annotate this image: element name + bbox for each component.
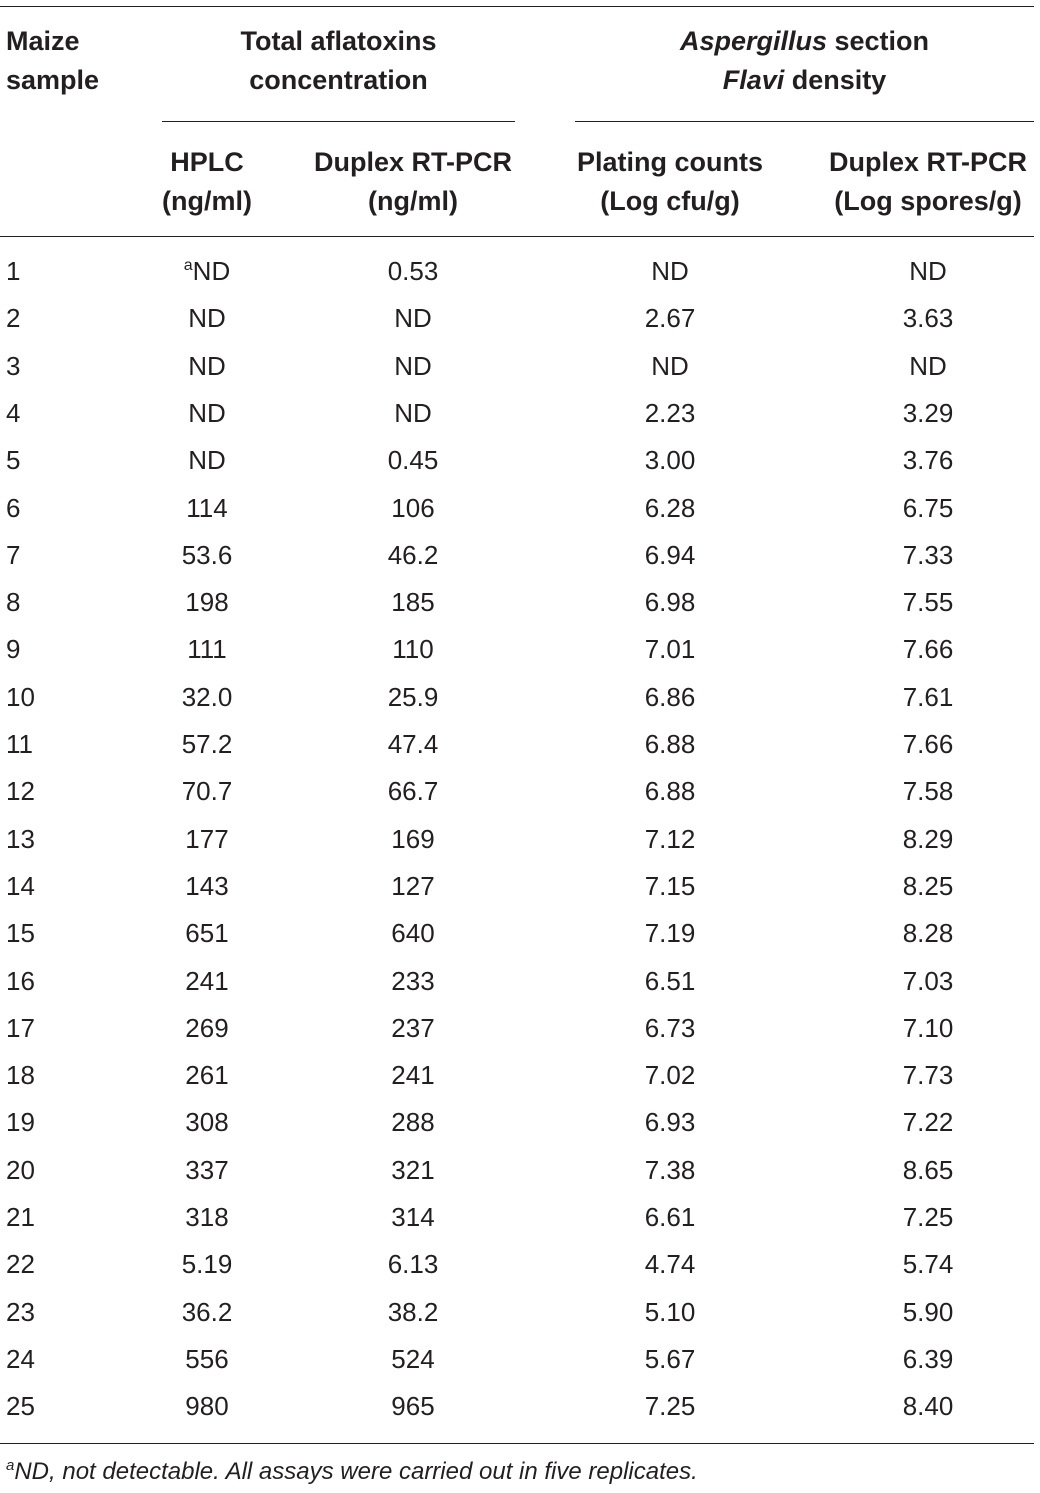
cell-duplex-ng: 46.2 xyxy=(387,540,439,570)
cell-hplc: 241 xyxy=(185,966,229,996)
cell-sample: 21 xyxy=(6,1202,35,1232)
cell-hplc: $^a$ND xyxy=(183,256,231,286)
cell-hplc: ND xyxy=(188,398,226,428)
cell-duplex-spores: 6.75 xyxy=(902,493,954,523)
cell-hplc: 111 xyxy=(187,634,227,664)
cell-duplex-spores: 7.66 xyxy=(902,729,954,759)
cell-duplex-ng: 6.13 xyxy=(387,1249,439,1279)
cell-plating: 7.15 xyxy=(644,871,696,901)
cell-plating: 6.51 xyxy=(644,966,696,996)
cell-duplex-spores: 7.25 xyxy=(902,1202,954,1232)
cell-plating: 6.94 xyxy=(644,540,696,570)
cell-plating: 6.88 xyxy=(644,776,696,806)
cell-duplex-spores: ND xyxy=(909,351,947,381)
cell-hplc: 308 xyxy=(185,1107,229,1137)
cell-duplex-ng: 47.4 xyxy=(387,729,439,759)
cell-hplc: ND xyxy=(188,303,226,333)
header-bottom-rule xyxy=(0,236,1034,237)
cell-hplc: 198 xyxy=(185,587,229,617)
cell-duplex-ng: 241 xyxy=(391,1060,435,1090)
cell-sample: 20 xyxy=(6,1155,35,1185)
cell-sample: 16 xyxy=(6,966,35,996)
cell-hplc: 32.0 xyxy=(181,682,233,712)
cell-hplc: 556 xyxy=(185,1344,229,1374)
cell-sample: 11 xyxy=(6,729,33,759)
cell-sample: 2 xyxy=(6,303,21,333)
cell-duplex-spores: 8.28 xyxy=(902,918,954,948)
cell-duplex-spores: ND xyxy=(909,256,947,286)
cell-hplc: 337 xyxy=(185,1155,229,1185)
cell-duplex-spores: 8.29 xyxy=(902,824,954,854)
aflatoxins-group-rule xyxy=(162,121,515,122)
cell-plating: ND xyxy=(651,351,689,381)
cell-sample: 5 xyxy=(6,445,21,475)
cell-duplex-spores: 3.76 xyxy=(902,445,954,475)
cell-plating: 2.23 xyxy=(644,398,696,428)
cell-duplex-ng: 965 xyxy=(391,1391,435,1421)
cell-duplex-ng: 0.53 xyxy=(387,256,439,286)
cell-duplex-spores: 8.25 xyxy=(902,871,954,901)
cell-duplex-ng: 321 xyxy=(391,1155,435,1185)
cell-sample: 10 xyxy=(6,682,35,712)
header-maize-sample: Maize sample xyxy=(6,26,100,95)
cell-duplex-ng: 66.7 xyxy=(387,776,439,806)
cell-sample: 4 xyxy=(6,398,21,428)
cell-duplex-spores: 7.61 xyxy=(902,682,954,712)
cell-plating: 7.38 xyxy=(644,1155,696,1185)
cell-plating: 7.01 xyxy=(644,634,696,664)
cell-duplex-ng: 127 xyxy=(391,871,435,901)
table-bottom-rule xyxy=(0,1443,1034,1444)
cell-hplc: 57.2 xyxy=(181,729,233,759)
cell-plating: ND xyxy=(651,256,689,286)
cell-hplc: 36.2 xyxy=(181,1297,233,1327)
cell-sample: 12 xyxy=(6,776,35,806)
cell-hplc: 980 xyxy=(185,1391,229,1421)
cell-sample: 13 xyxy=(6,824,35,854)
cell-duplex-ng: ND xyxy=(394,303,432,333)
header-col-plating: Plating counts (Log cfu/g) xyxy=(576,147,763,216)
cell-hplc: ND xyxy=(188,351,226,381)
cell-plating: 4.74 xyxy=(644,1249,696,1279)
cell-plating: 6.93 xyxy=(644,1107,696,1137)
cell-duplex-spores: 3.29 xyxy=(902,398,954,428)
cell-duplex-spores: 7.22 xyxy=(902,1107,954,1137)
cell-duplex-spores: 8.65 xyxy=(902,1155,954,1185)
cell-duplex-spores: 7.73 xyxy=(902,1060,954,1090)
cell-duplex-ng: 185 xyxy=(391,587,435,617)
cell-duplex-spores: 7.03 xyxy=(902,966,954,996)
cell-duplex-spores: 8.40 xyxy=(902,1391,954,1421)
cell-hplc: 269 xyxy=(185,1013,229,1043)
cell-plating: 7.02 xyxy=(644,1060,696,1090)
cell-duplex-ng: 0.45 xyxy=(387,445,439,475)
cell-duplex-spores: 7.55 xyxy=(902,587,954,617)
cell-duplex-spores: 5.90 xyxy=(902,1297,954,1327)
cell-duplex-ng: 640 xyxy=(391,918,435,948)
cell-duplex-ng: 25.9 xyxy=(387,682,439,712)
cell-hplc: 70.7 xyxy=(181,776,233,806)
header-col-duplex-ng: Duplex RT-PCR (ng/ml) xyxy=(313,147,513,216)
cell-hplc: 5.19 xyxy=(181,1249,233,1279)
cell-duplex-spores: 7.58 xyxy=(902,776,954,806)
cell-sample: 25 xyxy=(6,1391,35,1421)
cell-hplc: 177 xyxy=(185,824,229,854)
cell-sample: 18 xyxy=(6,1060,35,1090)
cell-duplex-spores: 7.33 xyxy=(902,540,954,570)
cell-plating: 6.86 xyxy=(644,682,696,712)
cell-sample: 23 xyxy=(6,1297,35,1327)
cell-duplex-ng: ND xyxy=(394,351,432,381)
cell-plating: 2.67 xyxy=(644,303,696,333)
header-col-hplc: HPLC (ng/ml) xyxy=(162,147,252,216)
cell-sample: 3 xyxy=(6,351,21,381)
cell-sample: 17 xyxy=(6,1013,35,1043)
cell-duplex-ng: 288 xyxy=(391,1107,435,1137)
cell-hplc: 261 xyxy=(185,1060,229,1090)
header-group-aflatoxins: Total aflatoxins concentration xyxy=(240,26,437,95)
cell-sample: 9 xyxy=(6,634,21,664)
cell-sample: 1 xyxy=(6,256,21,286)
cell-plating: 7.12 xyxy=(644,824,696,854)
cell-duplex-ng: ND xyxy=(394,398,432,428)
cell-plating: 3.00 xyxy=(644,445,696,475)
header-group-aspergillus: Aspergillus section Flavi density xyxy=(679,26,930,95)
cell-duplex-ng: 314 xyxy=(391,1202,435,1232)
cell-duplex-spores: 3.63 xyxy=(902,303,954,333)
cell-duplex-ng: 524 xyxy=(391,1344,435,1374)
cell-duplex-ng: 237 xyxy=(391,1013,435,1043)
cell-duplex-ng: 38.2 xyxy=(387,1297,439,1327)
cell-sample: 14 xyxy=(6,871,35,901)
cell-duplex-ng: 233 xyxy=(391,966,435,996)
cell-hplc: ND xyxy=(188,445,226,475)
header-col-duplex-spores: Duplex RT-PCR (Log spores/g) xyxy=(828,147,1028,216)
cell-duplex-spores: 7.10 xyxy=(902,1013,954,1043)
cell-plating: 6.98 xyxy=(644,587,696,617)
cell-duplex-ng: 106 xyxy=(391,493,435,523)
cell-plating: 5.67 xyxy=(644,1344,696,1374)
cell-hplc: 143 xyxy=(185,871,229,901)
cell-hplc: 53.6 xyxy=(181,540,233,570)
cell-duplex-spores: 6.39 xyxy=(902,1344,954,1374)
cell-duplex-ng: 110 xyxy=(392,634,434,664)
cell-duplex-spores: 7.66 xyxy=(902,634,954,664)
cell-plating: 5.10 xyxy=(644,1297,696,1327)
cell-plating: 6.88 xyxy=(644,729,696,759)
cell-duplex-ng: 169 xyxy=(391,824,435,854)
top-rule xyxy=(0,6,1034,7)
table-footnote: $^a$ND, not detectable. All assays were carried out in five replicates. xyxy=(6,1457,698,1485)
cell-hplc: 318 xyxy=(185,1202,229,1232)
cell-sample: 6 xyxy=(6,493,21,523)
aspergillus-group-rule xyxy=(575,121,1034,122)
cell-plating: 6.28 xyxy=(644,493,696,523)
cell-sample: 24 xyxy=(6,1344,35,1374)
cell-hplc: 114 xyxy=(186,493,228,523)
cell-plating: 7.19 xyxy=(644,918,696,948)
cell-sample: 22 xyxy=(6,1249,35,1279)
cell-sample: 7 xyxy=(6,540,21,570)
cell-plating: 6.73 xyxy=(644,1013,696,1043)
cell-duplex-spores: 5.74 xyxy=(902,1249,954,1279)
cell-sample: 15 xyxy=(6,918,35,948)
cell-sample: 8 xyxy=(6,587,21,617)
cell-sample: 19 xyxy=(6,1107,35,1137)
cell-plating: 6.61 xyxy=(644,1202,696,1232)
cell-hplc: 651 xyxy=(185,918,229,948)
cell-plating: 7.25 xyxy=(644,1391,696,1421)
